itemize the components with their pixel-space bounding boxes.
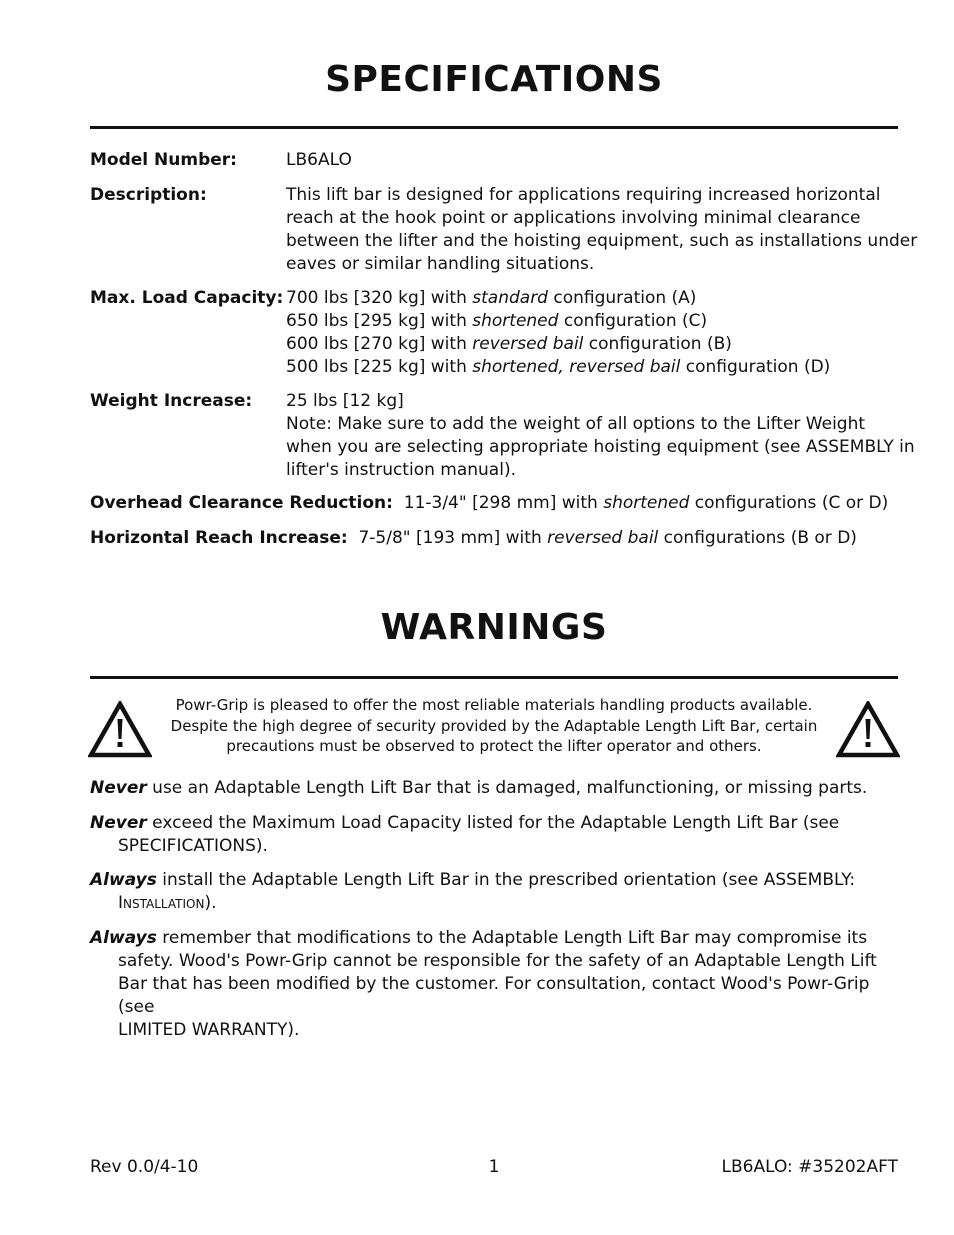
warning-notice [90,693,898,763]
spec-value-line: eaves or similar handling situations. [286,254,595,274]
spec-label: Description: [90,185,207,205]
page-footer [90,1156,898,1179]
spec-label: Horizontal Reach Increase: [90,528,348,548]
spec-model-number [90,149,898,172]
warning-text: SPECIFICATIONS). [118,836,268,856]
spec-value: 11-3/4" [298 mm] with [403,493,604,513]
capacity-row [286,310,898,333]
capacity-row [286,333,898,356]
spec-value-line: reach at the hook point or applications involving minimal clearance [286,208,861,228]
capacity-config: shortened [472,311,559,331]
capacity-text: 700 lbs [320 kg] with [286,288,473,308]
warnings-heading: WARNINGS [380,607,608,648]
warning-triangle-icon [88,701,152,759]
warning-text: use an Adaptable Length Lift Bar that is damaged, malfunctioning, or missing parts. [152,778,868,798]
capacity-row [286,356,898,379]
capacity-config: standard [472,288,548,308]
spec-horizontal-reach [90,527,898,550]
spec-value: 7-5/8" [193 mm] with [358,528,548,548]
spec-value-line: This lift bar is designed for applications requiring increased horizontal [286,185,881,205]
warning-intro-line: Despite the high degree of security provided by the Adaptable Length Lift Bar, certain [170,716,818,735]
spec-label: Max. Load Capacity: [90,288,284,308]
warning-item [90,812,898,858]
spec-value-line: Note: Make sure to add the weight of all options to the Lifter Weight [286,414,866,434]
footer-document-id: LB6ALO: #35202AFT [721,1157,898,1177]
warning-intro-line: precautions must be observed to protect the lifter operator and others. [226,737,762,755]
warning-keyword: Always [90,928,157,948]
warning-keyword: Always [90,870,157,890]
warning-text: safety. Wood's Powr-Grip cannot be responsible for the safety of an Adaptable Length Lift [118,951,877,971]
capacity-row [286,287,898,310]
spec-value-line: 25 lbs [12 kg] [286,391,404,411]
spec-value: LB6ALO [286,150,352,170]
warning-text: I [118,893,124,913]
spec-weight-increase [90,390,915,482]
spec-config: reversed bail [547,528,659,548]
warning-item [90,777,898,800]
warning-triangle-icon [836,701,900,759]
warning-item [90,869,898,916]
spec-value-line: between the lifter and the hoisting equipment, such as installations under [286,231,918,251]
specifications-divider [90,126,898,129]
capacity-config: shortened, reversed bail [472,357,681,377]
warning-intro-line: Powr-Grip is pleased to offer the most reliable materials handling products available. [175,696,813,714]
footer-revision: Rev 0.0/4-10 [90,1157,199,1177]
warning-item [90,927,898,1042]
warnings-divider [90,676,898,679]
capacity-text: 650 lbs [295 kg] with [286,311,473,331]
warning-keyword: Never [90,813,147,833]
spec-max-load-capacity [90,287,898,379]
warning-intro [164,695,824,757]
spec-label: Weight Increase: [90,391,253,411]
footer-page-number: 1 [488,1157,500,1177]
warning-text-smallcaps: NSTALLATION [123,897,205,911]
spec-value-line: when you are selecting appropriate hoisting equipment (see ASSEMBLY in [286,437,915,457]
spec-overhead-clearance [90,492,898,515]
spec-value: configurations (B or D) [658,528,857,548]
warning-text: ). [204,893,217,913]
capacity-text: configuration (D) [680,357,831,377]
capacity-config: reversed bail [472,334,584,354]
warning-keyword: Never [90,778,147,798]
warning-text: install the Adaptable Length Lift Bar in the prescribed orientation (see ASSEMBLY: [162,870,856,890]
capacity-text: configuration (A) [547,288,697,308]
capacity-text: 500 lbs [225 kg] with [286,357,473,377]
specifications-heading: SPECIFICATIONS [325,59,663,100]
spec-value-line: lifter's instruction manual). [286,460,516,480]
spec-description [90,184,918,276]
spec-value: configurations (C or D) [689,493,889,513]
warning-text: remember that modifications to the Adaptable Length Lift Bar may compromise its [162,928,868,948]
capacity-text: 600 lbs [270 kg] with [286,334,473,354]
capacity-text: configuration (C) [558,311,708,331]
spec-label: Overhead Clearance Reduction: [90,493,393,513]
warning-text: LIMITED WARRANTY). [118,1020,300,1040]
warning-text: Bar that has been modified by the customer. For consultation, contact Wood's Powr-Grip (see [118,974,870,1017]
spec-config: shortened [603,493,690,513]
spec-label: Model Number: [90,150,237,170]
warning-text: exceed the Maximum Load Capacity listed for the Adaptable Length Lift Bar (see [152,813,840,833]
capacity-text: configuration (B) [583,334,732,354]
